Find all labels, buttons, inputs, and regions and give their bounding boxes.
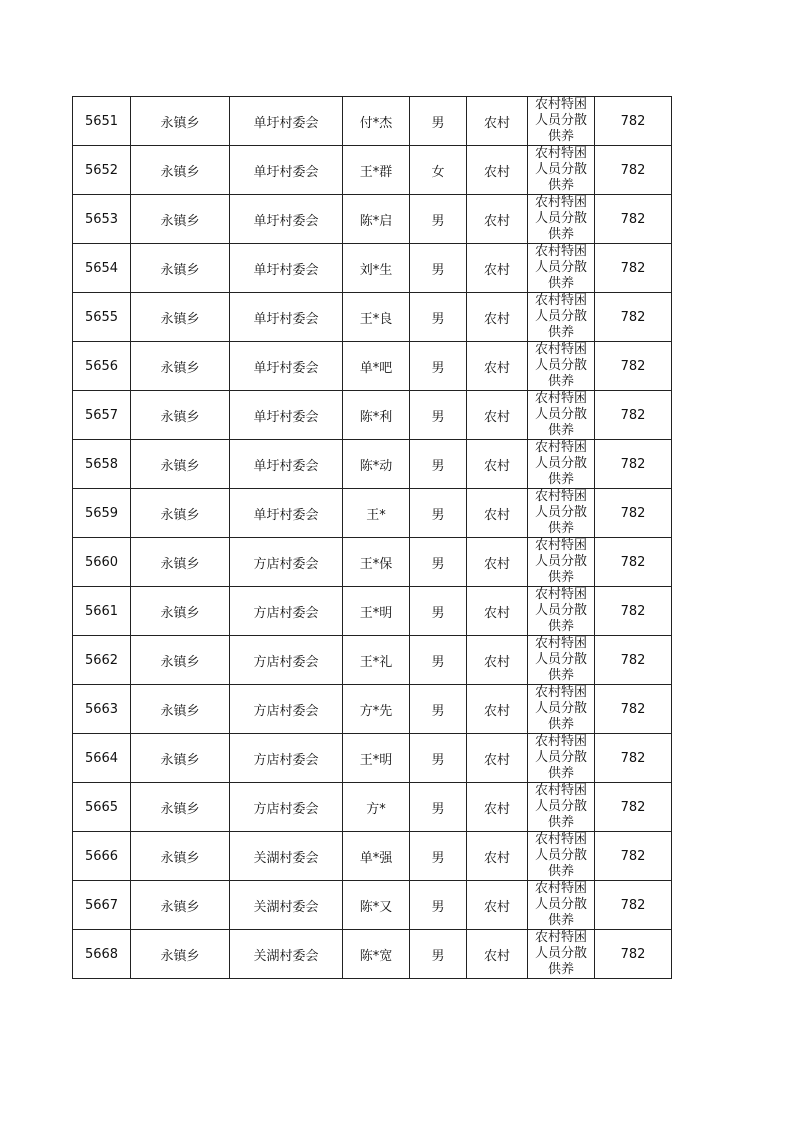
cell-amount: 782 <box>595 685 672 734</box>
cell-id: 5656 <box>73 342 131 391</box>
cell-gender: 男 <box>410 489 467 538</box>
cell-type <box>528 587 595 636</box>
cell-type-text: 农村特困人员分散供养 <box>534 195 587 242</box>
cell-gender: 女 <box>410 146 467 195</box>
cell-type-text: 农村特困人员分散供养 <box>534 244 587 291</box>
table-row <box>73 587 672 636</box>
cell-gender: 男 <box>410 195 467 244</box>
cell-id: 5667 <box>73 881 131 930</box>
cell-gender: 男 <box>410 685 467 734</box>
cell-name: 方*先 <box>343 685 410 734</box>
table-row <box>73 440 672 489</box>
cell-village: 方店村委会 <box>230 587 343 636</box>
cell-name: 陈*又 <box>343 881 410 930</box>
cell-id: 5663 <box>73 685 131 734</box>
cell-id: 5651 <box>73 97 131 146</box>
cell-id: 5662 <box>73 636 131 685</box>
cell-name: 王*保 <box>343 538 410 587</box>
cell-village: 单圩村委会 <box>230 293 343 342</box>
table-row <box>73 832 672 881</box>
cell-area: 农村 <box>467 440 528 489</box>
cell-type <box>528 195 595 244</box>
cell-amount: 782 <box>595 391 672 440</box>
cell-type <box>528 538 595 587</box>
cell-amount: 782 <box>595 734 672 783</box>
cell-type-text: 农村特困人员分散供养 <box>534 97 587 144</box>
cell-amount: 782 <box>595 587 672 636</box>
table-row <box>73 489 672 538</box>
cell-id: 5661 <box>73 587 131 636</box>
cell-village: 方店村委会 <box>230 685 343 734</box>
cell-type <box>528 293 595 342</box>
cell-area: 农村 <box>467 146 528 195</box>
cell-amount: 782 <box>595 930 672 979</box>
cell-area: 农村 <box>467 587 528 636</box>
cell-type-text: 农村特困人员分散供养 <box>534 342 587 389</box>
cell-name: 刘*生 <box>343 244 410 293</box>
cell-amount: 782 <box>595 146 672 195</box>
table-row <box>73 685 672 734</box>
cell-type <box>528 832 595 881</box>
cell-id: 5668 <box>73 930 131 979</box>
table-row <box>73 293 672 342</box>
cell-type <box>528 342 595 391</box>
cell-id: 5654 <box>73 244 131 293</box>
cell-village: 方店村委会 <box>230 636 343 685</box>
cell-type <box>528 881 595 930</box>
cell-name: 陈*利 <box>343 391 410 440</box>
table-row <box>73 538 672 587</box>
cell-name: 王*良 <box>343 293 410 342</box>
cell-area: 农村 <box>467 97 528 146</box>
cell-township: 永镇乡 <box>131 146 230 195</box>
cell-type <box>528 636 595 685</box>
cell-id: 5660 <box>73 538 131 587</box>
table-body <box>73 97 672 979</box>
cell-area: 农村 <box>467 636 528 685</box>
cell-type <box>528 783 595 832</box>
cell-name: 陈*宽 <box>343 930 410 979</box>
cell-type <box>528 734 595 783</box>
cell-area: 农村 <box>467 244 528 293</box>
cell-type <box>528 440 595 489</box>
cell-id: 5658 <box>73 440 131 489</box>
cell-area: 农村 <box>467 881 528 930</box>
cell-village: 单圩村委会 <box>230 342 343 391</box>
table-row <box>73 881 672 930</box>
table-row <box>73 195 672 244</box>
cell-id: 5653 <box>73 195 131 244</box>
cell-name: 付*杰 <box>343 97 410 146</box>
cell-area: 农村 <box>467 734 528 783</box>
cell-id: 5666 <box>73 832 131 881</box>
cell-gender: 男 <box>410 832 467 881</box>
cell-gender: 男 <box>410 538 467 587</box>
table-row <box>73 734 672 783</box>
cell-type-text: 农村特困人员分散供养 <box>534 146 587 193</box>
table-row <box>73 97 672 146</box>
cell-township: 永镇乡 <box>131 832 230 881</box>
cell-type-text: 农村特困人员分散供养 <box>534 636 587 683</box>
table-row <box>73 391 672 440</box>
cell-type-text: 农村特困人员分散供养 <box>534 881 587 928</box>
cell-amount: 782 <box>595 293 672 342</box>
cell-area: 农村 <box>467 489 528 538</box>
cell-id: 5665 <box>73 783 131 832</box>
cell-gender: 男 <box>410 391 467 440</box>
cell-id: 5657 <box>73 391 131 440</box>
cell-type-text: 农村特困人员分散供养 <box>534 930 587 977</box>
cell-village: 关湖村委会 <box>230 930 343 979</box>
cell-village: 单圩村委会 <box>230 489 343 538</box>
cell-area: 农村 <box>467 685 528 734</box>
cell-name: 方* <box>343 783 410 832</box>
cell-gender: 男 <box>410 930 467 979</box>
cell-amount: 782 <box>595 538 672 587</box>
cell-village: 单圩村委会 <box>230 244 343 293</box>
cell-area: 农村 <box>467 195 528 244</box>
cell-township: 永镇乡 <box>131 881 230 930</box>
cell-id: 5659 <box>73 489 131 538</box>
cell-village: 方店村委会 <box>230 734 343 783</box>
cell-amount: 782 <box>595 440 672 489</box>
cell-name: 王*明 <box>343 587 410 636</box>
cell-type <box>528 146 595 195</box>
cell-village: 单圩村委会 <box>230 391 343 440</box>
cell-type-text: 农村特困人员分散供养 <box>534 293 587 340</box>
roster-table <box>72 96 672 979</box>
cell-type <box>528 97 595 146</box>
cell-id: 5652 <box>73 146 131 195</box>
cell-gender: 男 <box>410 881 467 930</box>
cell-township: 永镇乡 <box>131 783 230 832</box>
cell-area: 农村 <box>467 293 528 342</box>
cell-type <box>528 489 595 538</box>
cell-type <box>528 930 595 979</box>
cell-township: 永镇乡 <box>131 244 230 293</box>
cell-village: 关湖村委会 <box>230 832 343 881</box>
cell-township: 永镇乡 <box>131 97 230 146</box>
cell-township: 永镇乡 <box>131 391 230 440</box>
cell-name: 单*吧 <box>343 342 410 391</box>
cell-amount: 782 <box>595 881 672 930</box>
cell-amount: 782 <box>595 342 672 391</box>
cell-village: 单圩村委会 <box>230 97 343 146</box>
cell-village: 单圩村委会 <box>230 440 343 489</box>
cell-amount: 782 <box>595 489 672 538</box>
cell-gender: 男 <box>410 440 467 489</box>
table-row <box>73 783 672 832</box>
cell-township: 永镇乡 <box>131 734 230 783</box>
cell-gender: 男 <box>410 244 467 293</box>
cell-type-text: 农村特困人员分散供养 <box>534 832 587 879</box>
cell-gender: 男 <box>410 293 467 342</box>
cell-village: 关湖村委会 <box>230 881 343 930</box>
cell-name: 王*礼 <box>343 636 410 685</box>
cell-township: 永镇乡 <box>131 489 230 538</box>
cell-township: 永镇乡 <box>131 930 230 979</box>
cell-type-text: 农村特困人员分散供养 <box>534 440 587 487</box>
cell-gender: 男 <box>410 97 467 146</box>
cell-type-text: 农村特困人员分散供养 <box>534 783 587 830</box>
cell-type <box>528 391 595 440</box>
cell-name: 王*群 <box>343 146 410 195</box>
cell-type-text: 农村特困人员分散供养 <box>534 685 587 732</box>
cell-type-text: 农村特困人员分散供养 <box>534 391 587 438</box>
cell-amount: 782 <box>595 195 672 244</box>
cell-type-text: 农村特困人员分散供养 <box>534 538 587 585</box>
cell-village: 单圩村委会 <box>230 146 343 195</box>
cell-name: 王*明 <box>343 734 410 783</box>
cell-amount: 782 <box>595 832 672 881</box>
cell-gender: 男 <box>410 587 467 636</box>
cell-name: 王* <box>343 489 410 538</box>
cell-township: 永镇乡 <box>131 342 230 391</box>
table-row <box>73 342 672 391</box>
table-row <box>73 930 672 979</box>
cell-township: 永镇乡 <box>131 587 230 636</box>
cell-township: 永镇乡 <box>131 293 230 342</box>
cell-type <box>528 244 595 293</box>
cell-township: 永镇乡 <box>131 685 230 734</box>
cell-village: 单圩村委会 <box>230 195 343 244</box>
cell-township: 永镇乡 <box>131 195 230 244</box>
cell-area: 农村 <box>467 832 528 881</box>
cell-gender: 男 <box>410 342 467 391</box>
cell-township: 永镇乡 <box>131 440 230 489</box>
cell-village: 方店村委会 <box>230 538 343 587</box>
cell-township: 永镇乡 <box>131 538 230 587</box>
cell-type-text: 农村特困人员分散供养 <box>534 587 587 634</box>
table-row <box>73 146 672 195</box>
table-row <box>73 244 672 293</box>
cell-area: 农村 <box>467 342 528 391</box>
cell-name: 陈*动 <box>343 440 410 489</box>
cell-amount: 782 <box>595 636 672 685</box>
cell-village: 方店村委会 <box>230 783 343 832</box>
cell-id: 5655 <box>73 293 131 342</box>
cell-gender: 男 <box>410 783 467 832</box>
cell-amount: 782 <box>595 783 672 832</box>
cell-amount: 782 <box>595 97 672 146</box>
cell-type <box>528 685 595 734</box>
cell-id: 5664 <box>73 734 131 783</box>
cell-gender: 男 <box>410 734 467 783</box>
cell-type-text: 农村特困人员分散供养 <box>534 489 587 536</box>
table-row <box>73 636 672 685</box>
cell-area: 农村 <box>467 783 528 832</box>
cell-gender: 男 <box>410 636 467 685</box>
cell-name: 陈*启 <box>343 195 410 244</box>
cell-type-text: 农村特困人员分散供养 <box>534 734 587 781</box>
cell-township: 永镇乡 <box>131 636 230 685</box>
cell-name: 单*强 <box>343 832 410 881</box>
cell-area: 农村 <box>467 538 528 587</box>
cell-area: 农村 <box>467 391 528 440</box>
cell-amount: 782 <box>595 244 672 293</box>
cell-area: 农村 <box>467 930 528 979</box>
